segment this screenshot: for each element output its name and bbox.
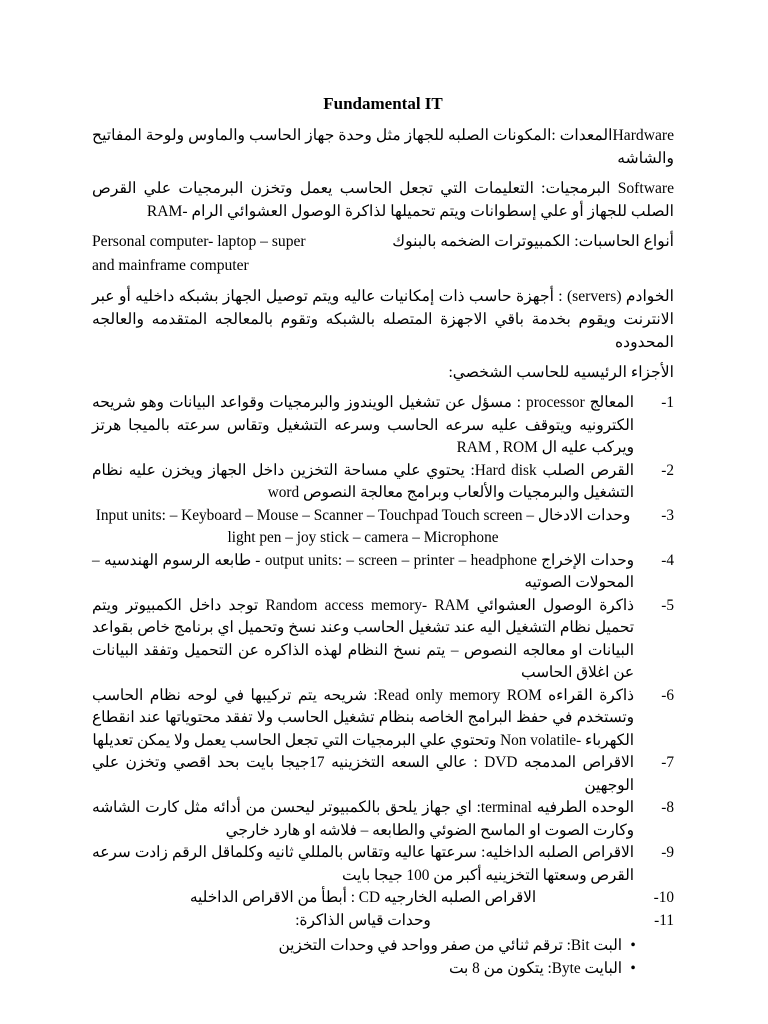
list-item: -4 وحدات الإخراج output units: – screen – printer – headphone - طابعه الرسوم الهندسيه – المحولات الصوتيه	[92, 551, 674, 591]
list-item: -7 الاقراص المدمجه DVD : عالي السعه التخزينيه 17جيجا بايت بحد اقصي وتخزن علي الوجهين	[92, 754, 674, 794]
list-item: -9 الاقراص الصلبه الداخليه: سرعتها عاليه وتقاس بالمللي ثانيه وكلماقل الرقم زادت سرعه القرص وسعتها التخزينيه أكبر من 100 جيجا بايت	[92, 844, 674, 884]
computer-types	[92, 230, 674, 278]
memory-units-list	[92, 934, 674, 980]
list-item: -2 القرص الصلب Hard disk: يحتوي علي مساحة التخزين داخل الجهاز ويخزن عليه نظام التشغيل والبرمجيات والألعاب وبرامج معالجة النصوص word	[92, 461, 674, 501]
bullet-icon: •	[630, 937, 636, 954]
software-definition: Software البرمجيات: التعليمات التي تجعل الحاسب يعمل وتخزن البرمجيات علي القرص الصلب للجهاز أو علي إسطوانات ويتم تحميلها لذاكرة الوصول العشوائي الرام -RAM	[92, 180, 674, 220]
computer-types-english: Personal computer- laptop – super	[92, 233, 306, 250]
hardware-definition: Hardwareالمعدات :المكونات الصلبه للجهاز مثل وحدة جهاز الحاسب والماوس ولوحة المفاتيح والشاشه	[92, 127, 674, 167]
parts-list	[92, 392, 674, 932]
list-item: -11 وحدات قياس الذاكرة:	[295, 911, 674, 929]
list-item: -5 ذاكرة الوصول العشوائي Random access memory- RAM توجد داخل الكمبيوتر ويتم تحميل نظام التشغيل اليه عند تشغيل الحاسب وعند نسخ وتحميل اي برنامج خاص بقواعد البيانات او معالجه النصوص – يتم نسخ النظام لهذه الذاكره عن التحميل وتفقد البيانات عن اغلاق الحاسب	[92, 596, 674, 681]
parts-heading: الأجزاء الرئيسيه للحاسب الشخصي:	[448, 364, 674, 381]
computer-types-arabic: أنواع الحاسبات: الكمبيوترات الضخمه بالبنوك	[392, 233, 674, 250]
servers-definition: الخوادم (servers) : أجهزة حاسب ذات إمكانيات عاليه ويتم توصيل الجهاز بشبكه داخليه أو عبر الانترنت ويقوم بخدمة باقي الاجهزة المتصله بالشبكه وتقوم بالمعالجه المتقدمه والعالجه المحدوده	[92, 288, 674, 351]
list-item: -6 ذاكرة القراءه Read only memory ROM: شريحه يتم تركيبها في لوحه نظام الحاسب وتستخدم في حفظ البرامج الخاصه بنظام تشغيل الحاسب ولا تفقد محتوياتها عند انقطاع الكهرباء -Non volatile وتحتوي علي البرمجيات التي تجعل الحاسب يعمل ولا يمكن تعديلها	[92, 686, 674, 749]
list-item: • البت Bit: ترقم ثنائي من صفر وواحد في وحدات التخزين	[92, 934, 644, 957]
list-item: -1 المعالج processor : مسؤل عن تشغيل الويندوز والبرمجيات وقواعد البيانات وهو شريحه الكترونيه ويتوقف عليه سرعه الحاسب وسرعه التشغيل وتقاس سرعته بالميجا هرتز ويركب عليه ال RAM , ROM	[92, 394, 674, 456]
document-title: Fundamental IT	[323, 94, 443, 113]
computer-types-english-continued: and mainframe computer	[92, 257, 249, 274]
list-item: -3 وحدات الادخال Input units: – Keyboard – Mouse – Scanner – Touchpad Touch screen – light pen – joy stick – camera – Microphone	[95, 506, 674, 546]
list-item: • البايت Byte: يتكون من 8 بت	[92, 957, 644, 980]
list-item: -10 الاقراص الصلبه الخارجيه CD : أبطأ من الاقراص الداخليه	[189, 889, 674, 906]
list-item: -8 الوحده الطرفيه terminal: اي جهاز يلحق بالكمبيوتر ليحسن من أدائه مثل كارت الشاشه وكارت الصوت او الماسح الضوئي والطابعه – فلاشه او هارد خارجي	[92, 799, 674, 839]
bullet-icon: •	[630, 960, 636, 977]
